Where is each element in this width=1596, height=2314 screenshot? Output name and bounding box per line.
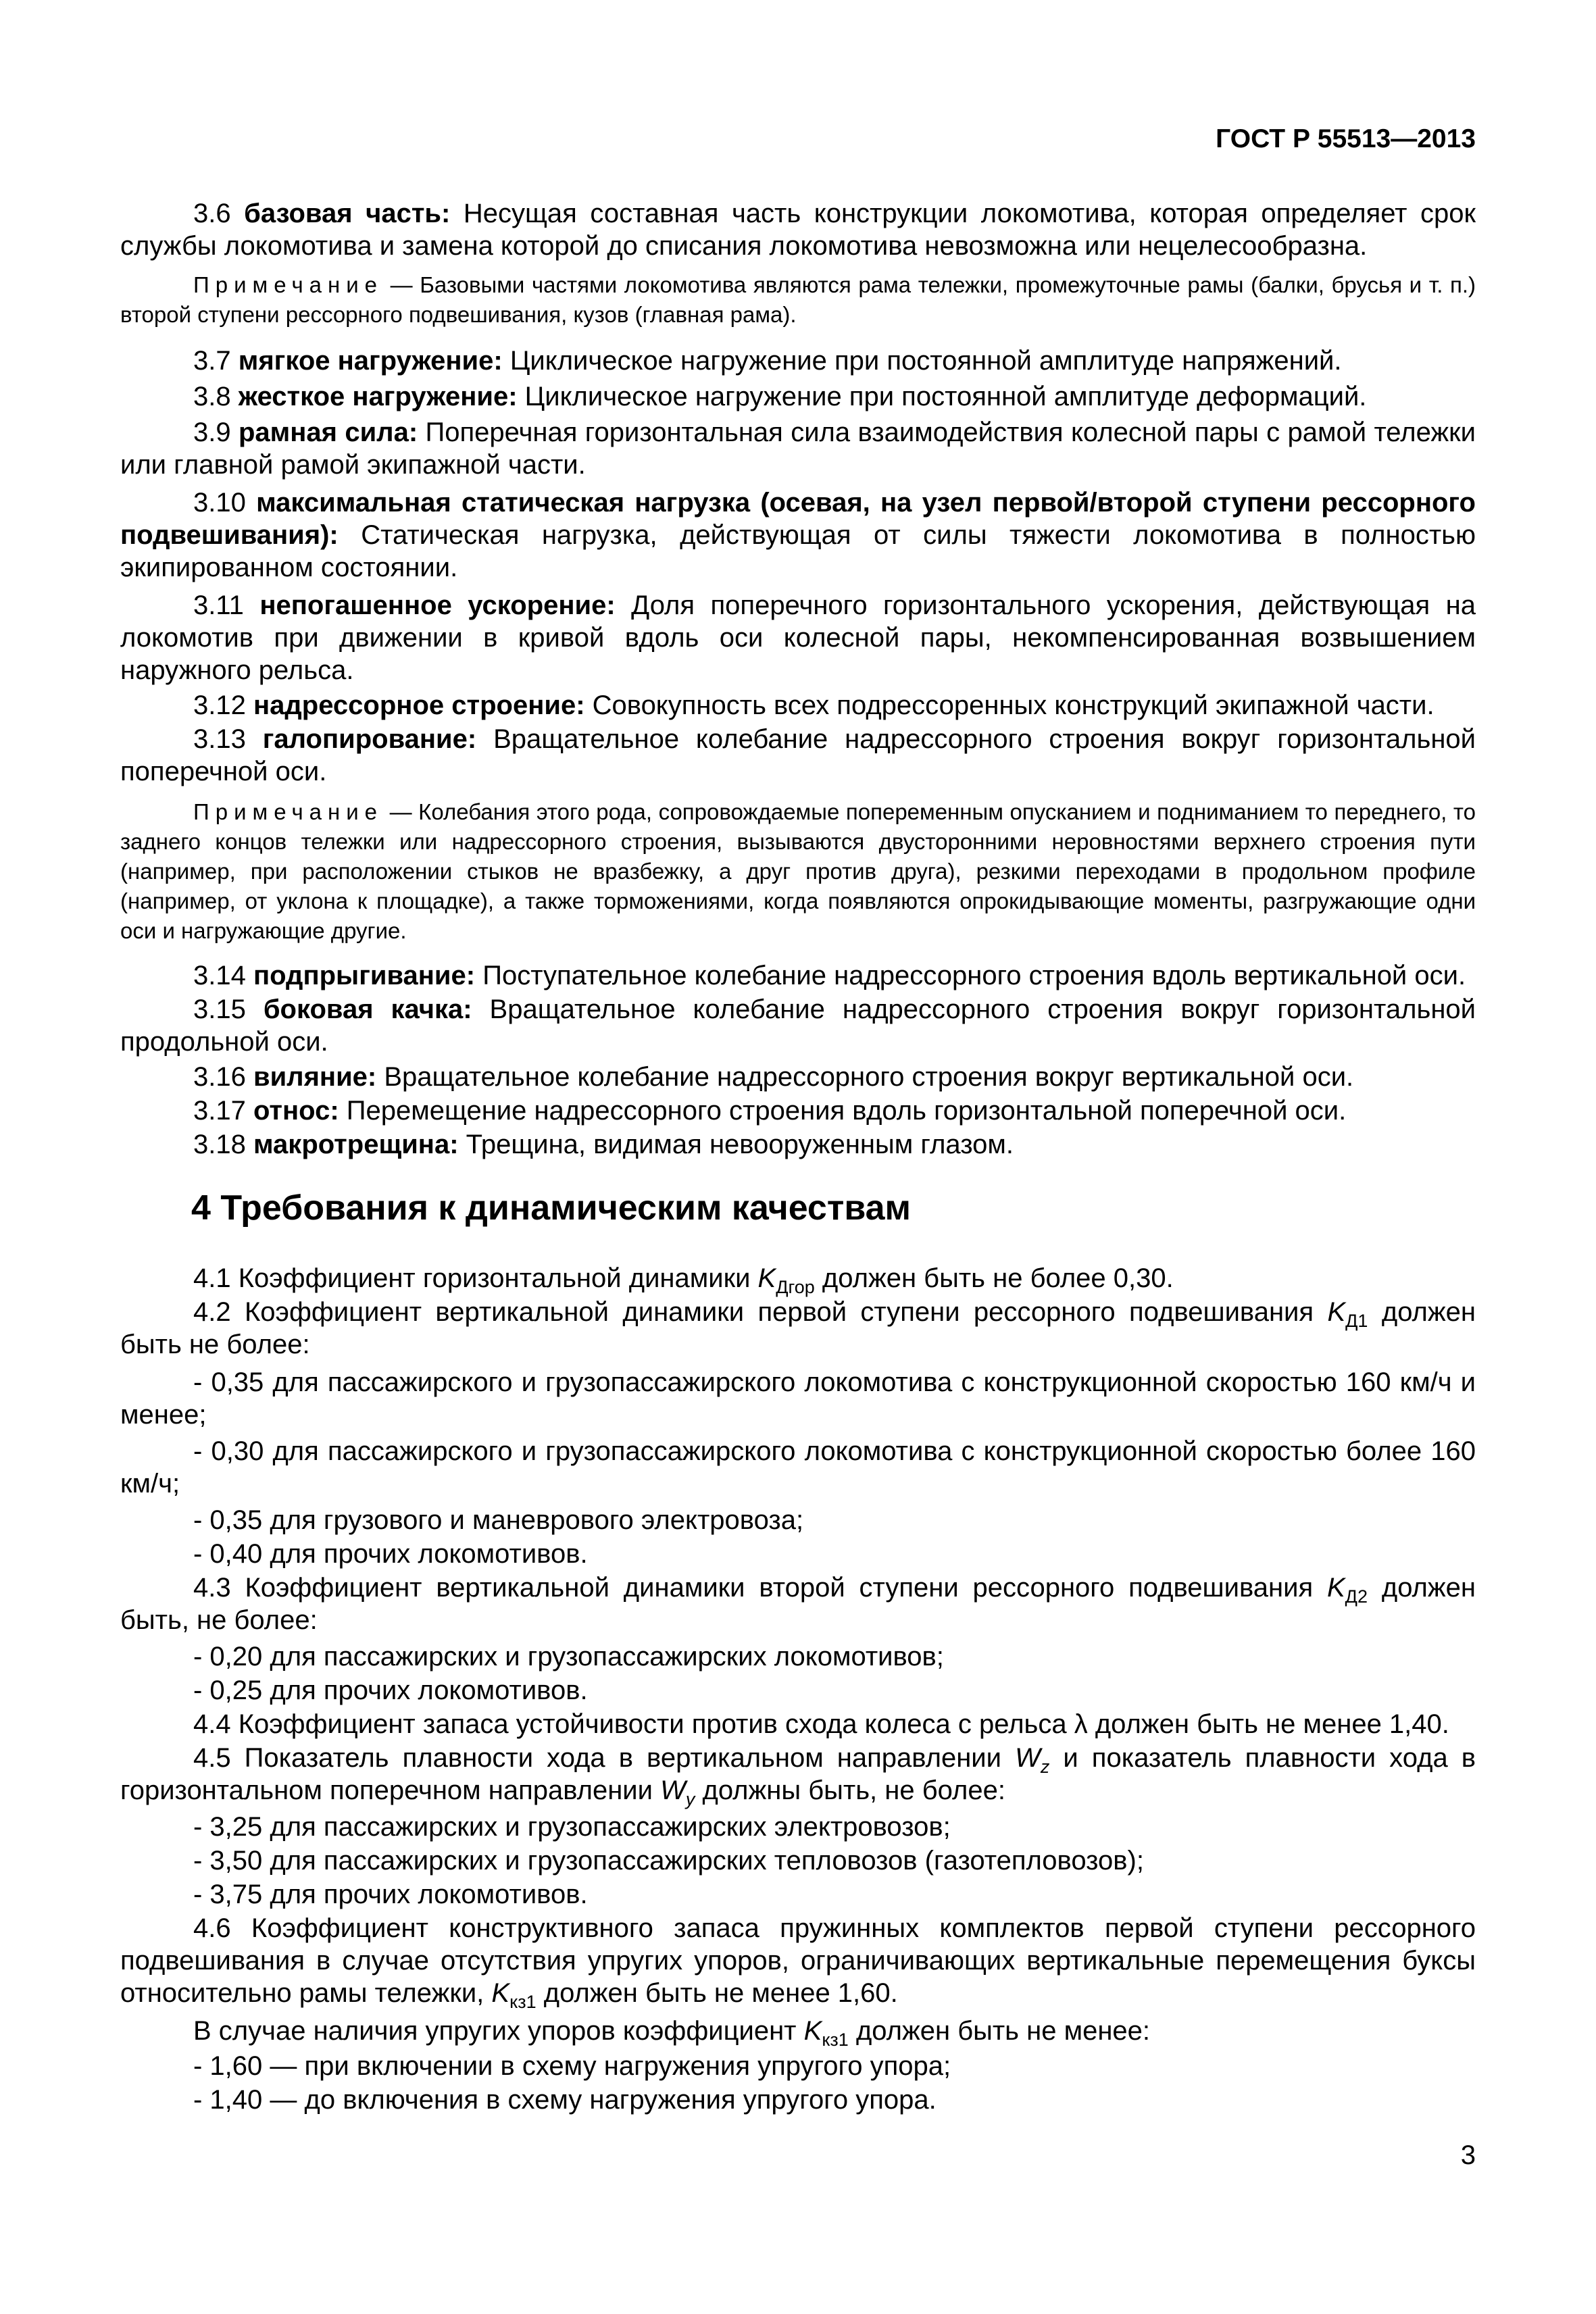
definition-text: Несущая составная часть конструкции локомотива, которая определяет срок службы локомотива и замена которой до списания локомотива невозможна или нецелесообразна. [120,199,1476,261]
list-item: - 3,25 для пассажирских и грузопассажирских электровозов; [193,1812,951,1842]
clause-text: должны быть, не более: [695,1776,1005,1805]
definition-text: Трещина, видимая невооруженным глазом. [458,1130,1014,1159]
symbol-k: K [803,2016,822,2046]
symbol-subscript: Д1 [1345,1311,1368,1331]
note-label: Примечание [193,272,384,297]
definition-term: макротрещина: [253,1130,459,1159]
definition-term: виляние: [253,1062,377,1092]
definition-term: мягкое нагружение: [238,346,503,376]
definition-number: 3.9 [193,418,231,447]
definition-3-15 [120,993,1476,1058]
definition-3-6 [120,197,1476,262]
clause-text: должен быть не менее 1,60. [536,1978,898,2008]
symbol-w: W [1015,1743,1041,1773]
note-3-6 [120,270,1476,330]
clause-text: 4.3 Коэффициент вертикальной динамики второй ступени рессорного подвешивания [193,1573,1327,1603]
clause-text: 4.2 Коэффициент вертикальной динамики первой ступени рессорного подвешивания [193,1297,1328,1327]
definition-number: 3.14 [193,961,246,990]
definition-number: 3.10 [193,488,246,518]
definition-number: 3.16 [193,1062,246,1092]
list-item: - 3,75 для прочих локомотивов. [193,1880,588,1909]
list-item: - 1,60 — при включении в схему нагружения упругого упора; [193,2051,951,2081]
symbol-subscript: z [1040,1757,1050,1777]
definition-term: относ: [253,1096,339,1126]
definition-text: Статическая нагрузка, действующая от силы тяжести локомотива в полностью экипированном состоянии. [120,520,1476,582]
definition-number: 3.7 [193,346,231,376]
note-text: — Базовыми частями локомотива являются рама тележки, промежуточные рамы (балки, брусья и т. п.) второй ступени рессорного подвешивания, кузов (главная рама). [120,272,1476,327]
definition-number: 3.12 [193,690,246,720]
clause-text: 4.6 Коэффициент конструктивного запаса пружинных комплектов первой ступени рессорного подвешивания в случае отсутствия упругих упоров, ограничивающих вертикальные перемещения буксы относительно рамы тележки, [120,1913,1476,2008]
definition-3-9 [120,416,1476,481]
clause-text: и показатель плавности хода в горизонтальном поперечном направлении [120,1743,1476,1805]
symbol-w: W [660,1776,686,1805]
definition-3-12 [120,689,1476,722]
clause-4-5 [120,1742,1476,1807]
clause-4-4: 4.4 Коэффициент запаса устойчивости против схода колеса с рельса λ должен быть не менее 1,40. [193,1709,1449,1739]
definition-text: Вращательное колебание надрессорного строения вокруг горизонтальной поперечной оси. [120,724,1476,786]
definition-text: Перемещение надрессорного строения вдоль горизонтальной поперечной оси. [339,1096,1347,1126]
clause-text: 4.5 Показатель плавности хода в вертикальном направлении [193,1743,1016,1773]
definition-term: базовая часть: [244,199,451,228]
definition-text: Доля поперечного горизонтального ускорения, действующая на локомотив при движении в кривой вдоль оси колесной пары, некомпенсированная возвышением наружного рельса. [120,590,1476,685]
definition-number: 3.13 [193,724,246,754]
clause-4-6-continued [120,2015,1476,2050]
definition-number: 3.8 [193,382,231,411]
definition-term: максимальная статическая нагрузка (осевая, на узел первой/второй ступени рессорного подвешивания): [120,488,1476,550]
list-item: - 0,35 для пассажирского и грузопассажирского локомотива с конструкционной скоростью 160 км/ч и менее; [120,1367,1476,1430]
clause-text: 4.1 Коэффициент горизонтальной динамики [193,1263,758,1293]
symbol-k: K [1326,1573,1345,1603]
clause-4-1 [120,1262,1476,1297]
clause-text: В случае наличия упругих упоров коэффициент [193,2016,804,2046]
symbol-k: K [757,1263,776,1293]
definition-text: Поперечная горизонтальная сила взаимодействия колесной пары с рамой тележки или главной рамой экипажной части. [120,418,1476,480]
note-3-13 [120,797,1476,946]
definition-3-10 [120,486,1476,584]
list-item: - 0,30 для пассажирского и грузопассажирского локомотива с конструкционной скоростью более 160 км/ч; [120,1436,1476,1499]
definition-3-11 [120,589,1476,686]
clause-4-2 [120,1296,1476,1361]
definition-3-13 [120,723,1476,788]
clause-text: должен быть не более 0,30. [814,1263,1174,1293]
definition-3-17 [120,1095,1476,1127]
definition-number: 3.18 [193,1130,246,1159]
symbol-k: K [1327,1297,1346,1327]
definition-3-14 [120,959,1476,992]
section-4-heading: 4 Требования к динамическим качествам [191,1188,911,1228]
definition-number: 3.11 [193,590,244,620]
list-item: - 0,40 для прочих локомотивов. [193,1539,588,1569]
clause-text: должен быть не более: [120,1297,1476,1359]
definition-3-8 [120,380,1476,413]
page-number: 3 [1460,2140,1476,2170]
definition-term: надрессорное строение: [253,690,585,720]
definition-number: 3.15 [193,995,246,1024]
symbol-subscript: Д2 [1345,1586,1368,1607]
definition-3-16 [120,1061,1476,1093]
list-item: - 0,25 для прочих локомотивов. [193,1676,588,1705]
definition-term: галопирование: [262,724,477,754]
definition-3-7 [120,345,1476,377]
clause-text: должен быть не менее: [848,2016,1151,2046]
list-item: - 3,50 для пассажирских и грузопассажирских тепловозов (газотепловозов); [193,1846,1144,1876]
symbol-subscript: кз1 [822,2030,849,2050]
definition-term: боковая качка: [263,995,472,1024]
definition-text: Циклическое нагружение при постоянной амплитуде деформаций. [517,382,1367,411]
document-id-header: ГОСТ Р 55513—2013 [1216,124,1476,153]
definition-term: непогашенное ускорение: [259,590,616,620]
list-item: - 0,20 для пассажирских и грузопассажирских локомотивов; [193,1642,944,1671]
definition-term: жесткое нагружение: [238,382,518,411]
definition-3-18 [120,1128,1476,1161]
clause-4-6 [120,1912,1476,2012]
clause-4-3 [120,1571,1476,1636]
definition-number: 3.17 [193,1096,246,1126]
symbol-subscript: y [685,1789,695,1809]
note-label: Примечание [193,799,384,824]
definition-text: Совокупность всех подрессоренных конструкций экипажной части. [584,690,1435,720]
definition-text: Циклическое нагружение при постоянной амплитуде напряжений. [502,346,1342,376]
definition-text: Поступательное колебание надрессорного строения вдоль вертикальной оси. [475,961,1466,990]
definition-number: 3.6 [193,199,231,228]
definition-text: Вращательное колебание надрессорного строения вокруг горизонтальной продольной оси. [120,995,1476,1057]
definition-term: подпрыгивание: [253,961,476,990]
clause-text: должен быть, не более: [120,1573,1476,1635]
note-text: — Колебания этого рода, сопровождаемые попеременным опусканием и подниманием то переднего, то заднего концов тележки или надрессорного строения, вызываются двусторонними неровностями верхнего строения пути (например, при расположении стыков не вразбежку, а друг против друга), резкими переходами в продольном профиле (например, от уклона к площадке), а также торможениями, когда появляются опрокидывающие моменты, разгружающие одни оси и нагружающие другие. [120,799,1476,943]
symbol-k: K [491,1978,510,2008]
definition-term: рамная сила: [238,418,418,447]
list-item: - 0,35 для грузового и маневрового электровоза; [193,1505,804,1535]
definition-text: Вращательное колебание надрессорного строения вокруг вертикальной оси. [376,1062,1354,1092]
list-item: - 1,40 — до включения в схему нагружения упругого упора. [193,2085,937,2115]
symbol-subscript: Дгор [776,1277,815,1297]
symbol-subscript: кз1 [509,1992,537,2012]
